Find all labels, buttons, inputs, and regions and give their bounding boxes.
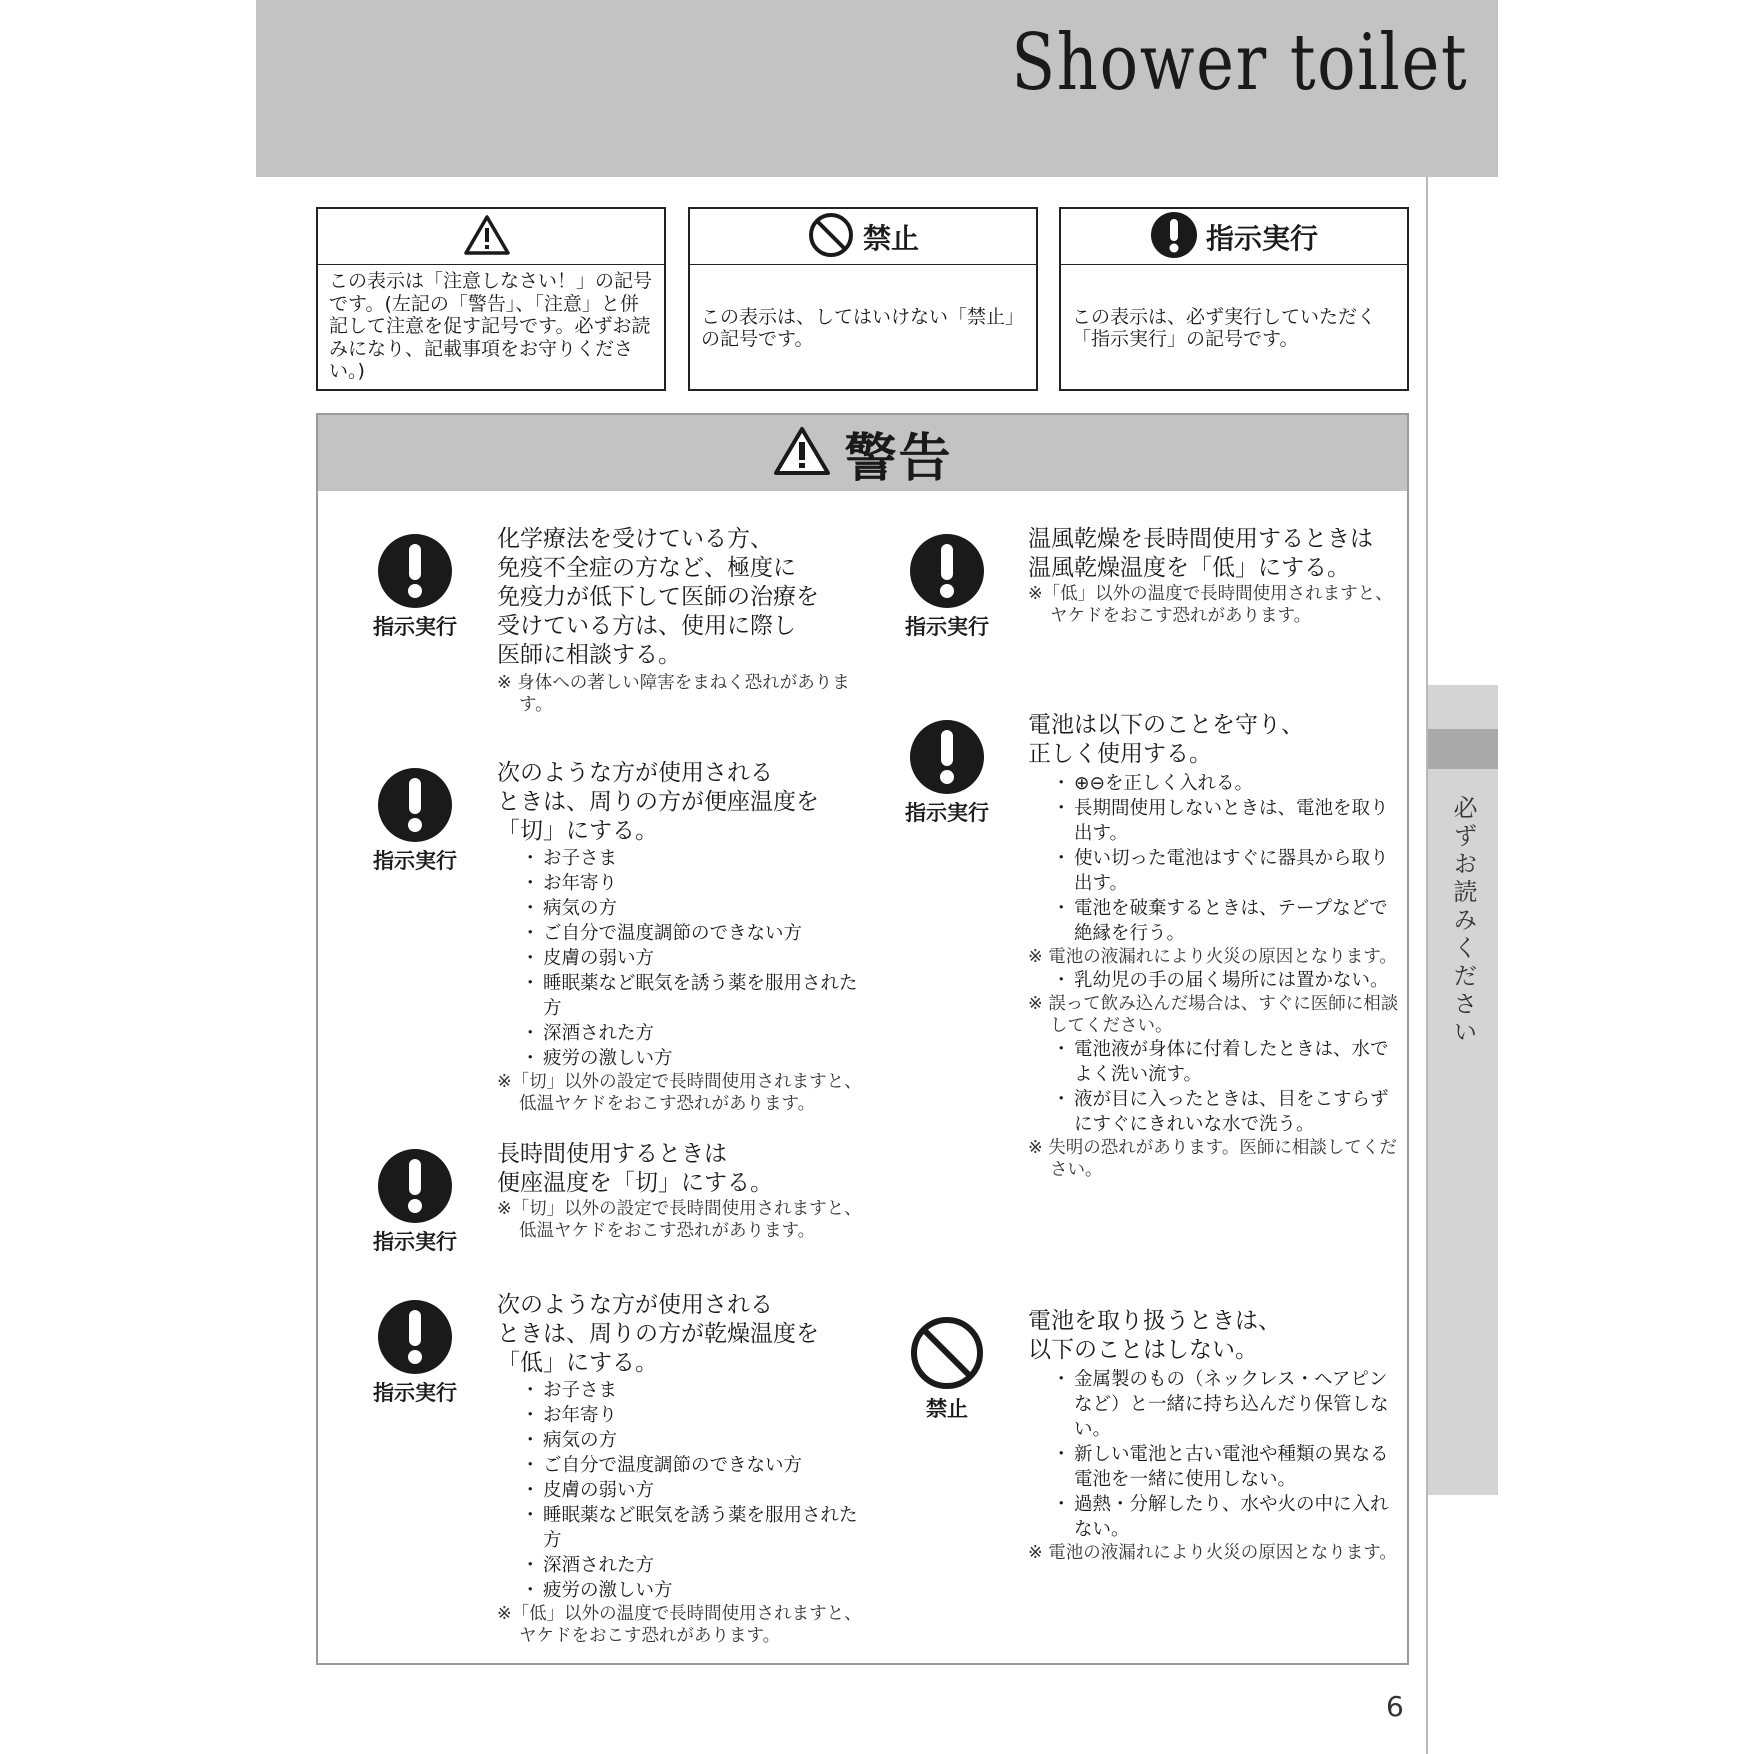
mandatory-badge <box>360 533 470 641</box>
mandatory-description: この表示は、必ず実行していただく「指示実行」の記号です。 <box>1072 305 1377 350</box>
list-item: ・ 皮膚の弱い方 <box>521 946 872 971</box>
item-headline: 次のような方が使用される ときは、周りの方が便座温度を 「切」にする。 <box>497 760 819 844</box>
badge-label: 指示実行 <box>373 1381 457 1405</box>
list-item: ・ お子さま <box>521 1378 872 1403</box>
item-bullet-list <box>521 846 872 1071</box>
symbol-box-caution <box>316 207 666 391</box>
list-item: ・ 過熱・分解したり、水や火の中に入れない。 <box>1052 1492 1400 1542</box>
item-note: ※ 誤って飲み込んだ場合は、すぐに医師に相談してください。 <box>1028 994 1399 1036</box>
item-bullet-list <box>1052 1367 1400 1542</box>
warning-title: 警告 <box>844 428 953 489</box>
list-item: ・ 液が目に入ったときは、目をこすらずにすぐにきれいな水で洗う。 <box>1052 1087 1400 1137</box>
mandatory-action-icon <box>377 1148 453 1224</box>
item-note: ※「切」以外の設定で長時間使用されますと、低温ヤケドをおこす恐れがあります。 <box>497 1199 862 1241</box>
item-note: ※ 電池の液漏れにより火災の原因となります。 <box>1028 1543 1397 1563</box>
mandatory-badge <box>892 719 1002 827</box>
list-item: ・ 皮膚の弱い方 <box>521 1478 872 1503</box>
symbol-head-prohibit <box>690 209 1036 265</box>
badge-label: 禁止 <box>926 1397 968 1421</box>
side-index-tab <box>1428 685 1498 1495</box>
list-item: ・ 病気の方 <box>521 896 872 921</box>
caution-description: この表示は「注意しなさい！」の記号です。(左記の「警告」、「注意」と併記して注意を促す記号です。必ずお読みになり、記載事項をお守りください。) <box>329 270 653 382</box>
page-number: 6 <box>1386 1690 1404 1723</box>
item-bullet-list <box>1052 1037 1400 1137</box>
mandatory-badge <box>892 533 1002 641</box>
badge-label: 指示実行 <box>373 1230 457 1254</box>
mandatory-label: 指示実行 <box>1205 221 1318 255</box>
warning-header <box>318 415 1407 491</box>
list-item: ・ 深酒された方 <box>521 1021 872 1046</box>
list-item: ・ 金属製のもの（ネックレス・ヘアピンなど）と一緒に持ち込んだり保管しない。 <box>1052 1367 1400 1442</box>
prohibition-icon <box>909 1315 985 1391</box>
item-headline: 化学療法を受けている方、 免疫不全症の方など、極度に 免疫力が低下して医師の治療を 受けている方は、使用に際し 医師に相談する。 <box>497 526 819 668</box>
list-item: ・ お子さま <box>521 846 872 871</box>
item-note: ※ 電池の液漏れにより火災の原因となります。 <box>1028 947 1397 967</box>
item-note: ※「切」以外の設定で長時間使用されますと、低温ヤケドをおこす恐れがあります。 <box>497 1072 862 1114</box>
item-headline: 電池は以下のことを守り、 正しく使用する。 <box>1028 712 1304 767</box>
list-item: ・ 新しい電池と古い電池や種類の異なる電池を一緒に使用しない。 <box>1052 1442 1400 1492</box>
badge-label: 指示実行 <box>905 801 989 825</box>
item-headline: 長時間使用するときは 便座温度を「切」にする。 <box>497 1141 773 1196</box>
prohibit-label: 禁止 <box>862 221 919 255</box>
side-tab-marker <box>1428 729 1498 769</box>
side-tab-label: 必ずお読みください <box>1449 795 1477 1047</box>
item-headline: 温風乾燥を長時間使用するときは 温風乾燥温度を「低」にする。 <box>1028 526 1373 581</box>
brand-logo: Shower toilet <box>1010 18 1468 108</box>
list-item: ・ 睡眠薬など眠気を誘う薬を服用された方 <box>521 971 872 1021</box>
symbol-head-mandatory <box>1061 209 1407 265</box>
prohibit-badge <box>892 1315 1002 1423</box>
item-bullet-list <box>1052 968 1400 993</box>
item-note: ※「低」以外の温度で長時間使用されますと、ヤケドをおこす恐れがあります。 <box>497 1604 862 1646</box>
symbol-head-caution <box>318 209 664 265</box>
warning-panel <box>316 413 1409 1665</box>
mandatory-action-icon <box>377 1299 453 1375</box>
item-note: ※ 身体への著しい障害をまねく恐れがあります。 <box>497 673 850 715</box>
symbol-box-mandatory <box>1059 207 1409 391</box>
list-item: ・ ⊕⊖を正しく入れる。 <box>1052 771 1400 796</box>
item-headline: 電池を取り扱うときは、 以下のことはしない。 <box>1028 1308 1281 1363</box>
item-note: ※「低」以外の温度で長時間使用されますと、ヤケドをおこす恐れがあります。 <box>1028 584 1393 626</box>
mandatory-action-icon <box>909 719 985 795</box>
symbol-box-prohibit <box>688 207 1038 391</box>
badge-label: 指示実行 <box>373 615 457 639</box>
badge-label: 指示実行 <box>373 849 457 873</box>
list-item: ・ 長期間使用しないときは、電池を取り出す。 <box>1052 796 1400 846</box>
list-item: ・ 電池を破棄するときは、テープなどで絶縁を行う。 <box>1052 896 1400 946</box>
warning-triangle-icon <box>463 214 511 260</box>
list-item: ・ ご自分で温度調節のできない方 <box>521 921 872 946</box>
list-item: ・ 電池液が身体に付着したときは、水でよく洗い流す。 <box>1052 1037 1400 1087</box>
item-bullet-list <box>1052 771 1400 946</box>
header-band <box>256 0 1498 177</box>
mandatory-badge <box>360 1299 470 1407</box>
item-note: ※ 失明の恐れがあります。医師に相談してください。 <box>1028 1138 1397 1180</box>
list-item: ・ 病気の方 <box>521 1428 872 1453</box>
list-item: ・ お年寄り <box>521 1403 872 1428</box>
list-item: ・ 深酒された方 <box>521 1553 872 1578</box>
warning-triangle-icon <box>772 425 832 481</box>
list-item: ・ 疲労の激しい方 <box>521 1046 872 1071</box>
prohibit-description: この表示は、してはいけない「禁止」の記号です。 <box>701 305 1025 350</box>
prohibition-icon <box>807 211 855 263</box>
list-item: ・ ご自分で温度調節のできない方 <box>521 1453 872 1478</box>
mandatory-badge <box>360 1148 470 1256</box>
list-item: ・ 疲労の激しい方 <box>521 1578 872 1603</box>
item-bullet-list <box>521 1378 872 1603</box>
item-headline: 次のような方が使用される ときは、周りの方が乾燥温度を 「低」にする。 <box>497 1292 819 1376</box>
list-item: ・ 睡眠薬など眠気を誘う薬を服用された方 <box>521 1503 872 1553</box>
mandatory-action-icon <box>377 533 453 609</box>
mandatory-action-icon <box>1150 211 1198 263</box>
mandatory-badge <box>360 767 470 875</box>
list-item: ・ 乳幼児の手の届く場所には置かない。 <box>1052 968 1400 993</box>
list-item: ・ お年寄り <box>521 871 872 896</box>
mandatory-action-icon <box>377 767 453 843</box>
badge-label: 指示実行 <box>905 615 989 639</box>
mandatory-action-icon <box>909 533 985 609</box>
list-item: ・ 使い切った電池はすぐに器具から取り出す。 <box>1052 846 1400 896</box>
